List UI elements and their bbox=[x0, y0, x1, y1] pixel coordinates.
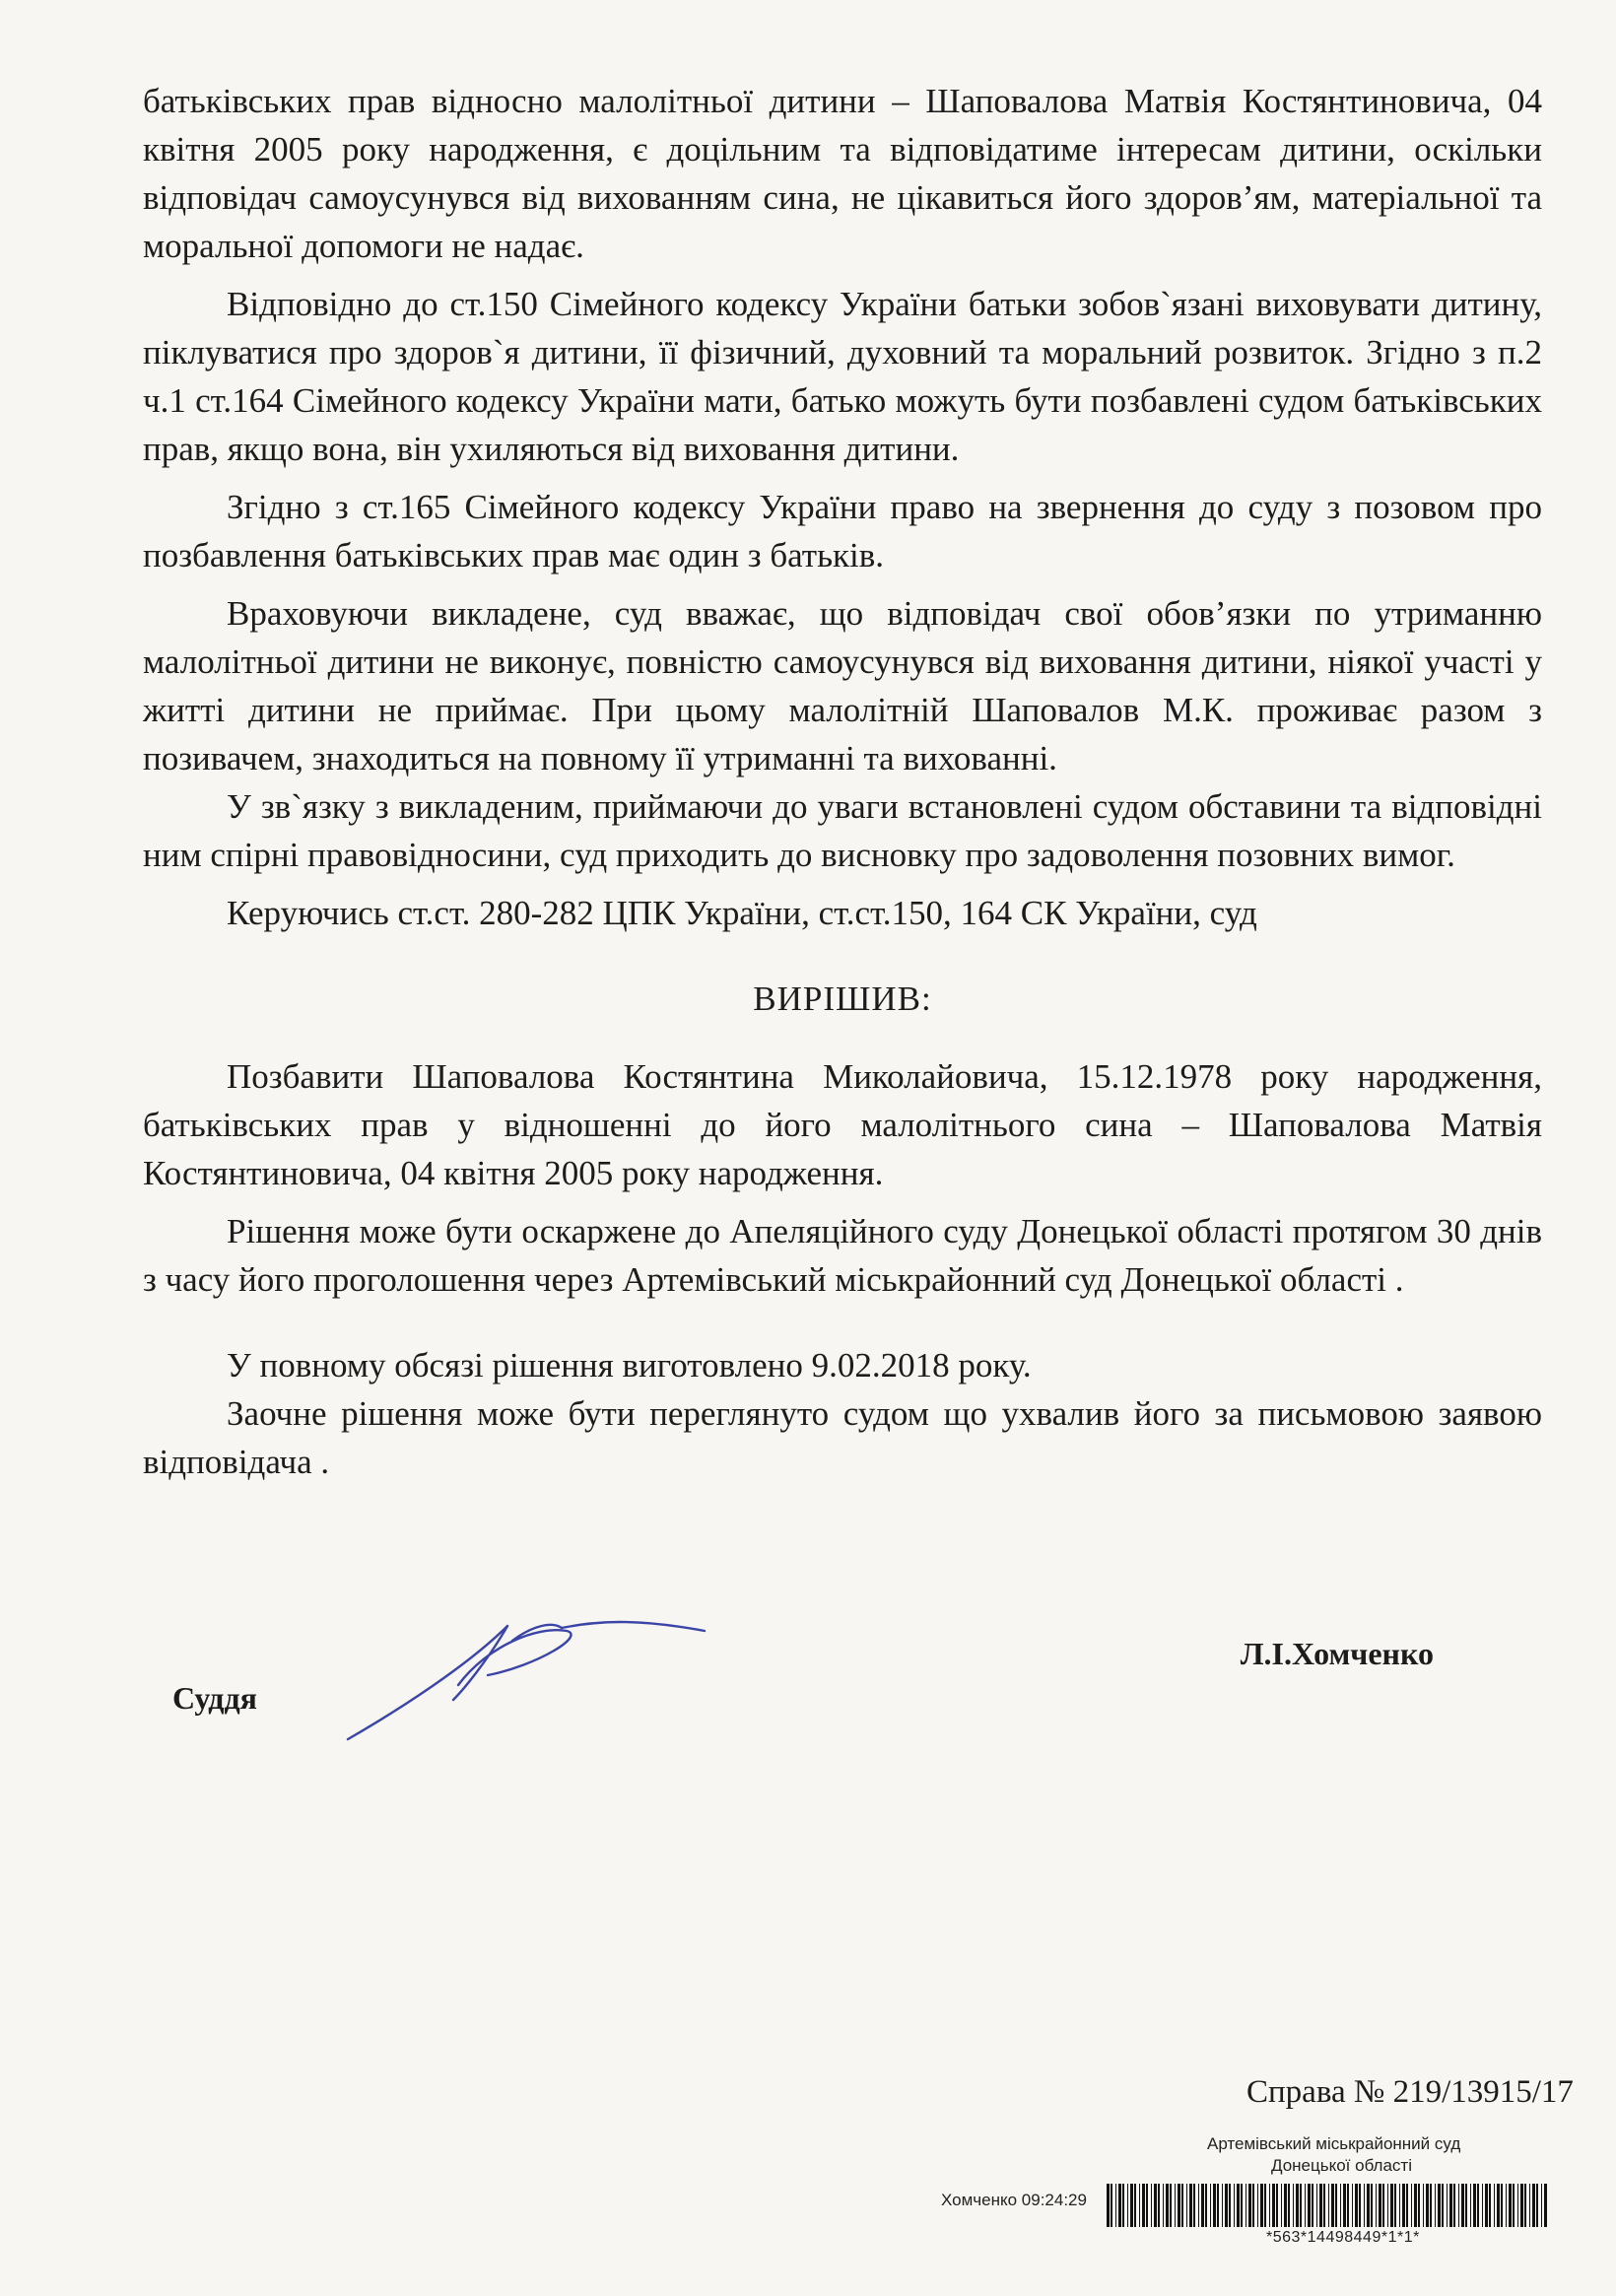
decision-appeal: Рішення може бути оскаржене до Апеляційного суду Донецької області протягом 30 днів з часу його проголошення через Артемівський міськрайонний суд Донецької області . bbox=[143, 1212, 1542, 1299]
barcode-bar bbox=[1319, 2184, 1322, 2227]
barcode-bar bbox=[1217, 2184, 1219, 2227]
barcode-bar bbox=[1482, 2184, 1483, 2227]
barcode-bar bbox=[1343, 2184, 1346, 2227]
barcode-bar bbox=[1115, 2184, 1116, 2227]
barcode-bar bbox=[1158, 2184, 1160, 2227]
paragraph-article-150: Відповідно до ст.150 Сімейного кодексу України батьки зобов`язані виховувати дитину, піклуватися про здоров`я дитини, її фізичний, духовний та моральний розвиток. Згідно з п.2 ч.1 ст.164 Сімейного кодексу України мати, батько можуть бути позбавлені судом батьківських прав, якщо вона, він ухиляються від виховання дитини. bbox=[143, 285, 1542, 468]
barcode-bar bbox=[1509, 2184, 1512, 2227]
barcode-bar bbox=[1170, 2184, 1172, 2227]
barcode-bar bbox=[1272, 2184, 1275, 2227]
barcode-bar bbox=[1347, 2184, 1349, 2227]
stamp-region: Донецької області bbox=[1271, 2156, 1412, 2175]
barcode-bar bbox=[1264, 2184, 1266, 2227]
barcode-bar bbox=[1107, 2184, 1110, 2227]
barcode-bar bbox=[1449, 2184, 1452, 2227]
barcode-bar bbox=[1371, 2184, 1373, 2227]
paragraph-in-connection: У зв`язку з викладеним, приймаючи до уваги встановлені судом обставини та відповідні ним спірні правовідносини, суд приходить до висновку про задоволення позовних вимог. bbox=[143, 787, 1542, 874]
barcode-bar bbox=[1489, 2184, 1491, 2227]
barcode-bar bbox=[1536, 2184, 1538, 2227]
barcode-bar bbox=[1205, 2184, 1207, 2227]
barcode-bar bbox=[1461, 2184, 1464, 2227]
barcode-bar bbox=[1453, 2184, 1455, 2227]
barcode-bar bbox=[1210, 2184, 1211, 2227]
barcode-bar bbox=[1465, 2184, 1467, 2227]
decision-deprive: Позбавити Шаповалова Костянтина Миколайовича, 15.12.1978 року народження, батьківських прав у відношенні до його малолітнього сина – Шаповалова Матвія Костянтиновича, 04 квітня 2005 року народження. bbox=[143, 1057, 1542, 1192]
barcode-bar bbox=[1328, 2184, 1329, 2227]
barcode-bar bbox=[1355, 2184, 1358, 2227]
barcode-bar bbox=[1252, 2184, 1254, 2227]
barcode-bar bbox=[1520, 2184, 1523, 2227]
barcode-bar bbox=[1367, 2184, 1370, 2227]
barcode-bar bbox=[1541, 2184, 1542, 2227]
barcode-bar bbox=[1399, 2184, 1400, 2227]
paragraph-continuation: батьківських прав відносно малолітньої дитини – Шаповалова Матвія Костянтиновича, 04 квітня 2005 року народження, є доцільним та відповідатиме інтересам дитини, оскільки відповідач самоусунувся від вихованням сина, не цікавиться його здоров’ям, матеріальної та моральної допомоги не надає. bbox=[143, 82, 1542, 265]
barcode-bar bbox=[1308, 2184, 1311, 2227]
barcode-bar bbox=[1517, 2184, 1518, 2227]
barcode-bar bbox=[1142, 2184, 1145, 2227]
barcode-bar bbox=[1387, 2184, 1388, 2227]
stamp-court-name: Артемівський міськрайонний суд bbox=[1207, 2134, 1461, 2153]
barcode-bar bbox=[1260, 2184, 1263, 2227]
barcode-bar bbox=[1139, 2184, 1140, 2227]
barcode-bar bbox=[1305, 2184, 1306, 2227]
barcode-bar bbox=[1234, 2184, 1235, 2227]
barcode-bar bbox=[1497, 2184, 1500, 2227]
decision-full-text-date: У повному обсязі рішення виготовлено 9.02.2018 року. bbox=[227, 1346, 1032, 1384]
paragraph-considering: Враховуючи викладене, суд вважає, що відповідач свої обов’язки по утриманню малолітньої дитини не виконує, повністю самоусунувся від виховання дитини, ніякої участі у житті дитини не приймає. При цьому малолітній Шаповалов М.К. проживає разом з позивачем, знаходиться на повному її утриманні та вихованні. bbox=[143, 594, 1542, 777]
decision-review: Заочне рішення може бути переглянуто судом що ухвалив його за письмовою заявою відповідача . bbox=[143, 1394, 1542, 1481]
barcode-bar bbox=[1146, 2184, 1148, 2227]
stamp-barcode-code: *563*14498449*1*1* bbox=[1266, 2229, 1420, 2246]
signature-label: Суддя bbox=[172, 1680, 257, 1716]
barcode-bar bbox=[1524, 2184, 1526, 2227]
barcode-bar bbox=[1229, 2184, 1231, 2227]
barcode-bar bbox=[1435, 2184, 1436, 2227]
barcode-bar bbox=[1134, 2184, 1136, 2227]
barcode-bar bbox=[1442, 2184, 1444, 2227]
barcode-bar bbox=[1130, 2184, 1133, 2227]
barcode-bar bbox=[1175, 2184, 1176, 2227]
case-number: Справа № 219/13915/17 bbox=[1246, 2074, 1574, 2110]
barcode-bar bbox=[1225, 2184, 1228, 2227]
barcode-bar bbox=[1473, 2184, 1476, 2227]
barcode-bar bbox=[1201, 2184, 1204, 2227]
barcode bbox=[1107, 2184, 1550, 2227]
barcode-bar bbox=[1276, 2184, 1278, 2227]
barcode-bar bbox=[1418, 2184, 1420, 2227]
barcode-bar bbox=[1248, 2184, 1251, 2227]
registry-stamp bbox=[941, 2134, 1591, 2262]
barcode-bar bbox=[1198, 2184, 1199, 2227]
barcode-bar bbox=[1241, 2184, 1243, 2227]
barcode-bar bbox=[1323, 2184, 1325, 2227]
barcode-bar bbox=[1193, 2184, 1195, 2227]
document-body bbox=[143, 77, 1542, 1486]
barcode-bar bbox=[1312, 2184, 1313, 2227]
barcode-bar bbox=[1379, 2184, 1381, 2227]
decision-heading: ВИРІШИВ: bbox=[753, 979, 932, 1018]
barcode-bar bbox=[1529, 2184, 1530, 2227]
barcode-bar bbox=[1376, 2184, 1377, 2227]
barcode-bar bbox=[1163, 2184, 1164, 2227]
barcode-bar bbox=[1544, 2184, 1547, 2227]
barcode-bar bbox=[1186, 2184, 1187, 2227]
barcode-bar bbox=[1430, 2184, 1432, 2227]
barcode-bar bbox=[1532, 2184, 1535, 2227]
stamp-user-time: Хомченко 09:24:29 bbox=[941, 2191, 1087, 2209]
paragraph-guided-by: Керуючись ст.ст. 280-282 ЦПК України, ст.ст.150, 164 СК України, суд bbox=[227, 894, 1257, 932]
barcode-bar bbox=[1340, 2184, 1341, 2227]
judge-name: Л.І.Хомченко bbox=[1240, 1636, 1434, 1671]
barcode-bar bbox=[1352, 2184, 1353, 2227]
barcode-bar bbox=[1406, 2184, 1408, 2227]
barcode-bar bbox=[1414, 2184, 1417, 2227]
barcode-bar bbox=[1178, 2184, 1180, 2227]
barcode-bar bbox=[1154, 2184, 1157, 2227]
barcode-bar bbox=[1213, 2184, 1216, 2227]
barcode-bar bbox=[1237, 2184, 1240, 2227]
barcode-bar bbox=[1513, 2184, 1515, 2227]
barcode-bar bbox=[1111, 2184, 1112, 2227]
barcode-bar bbox=[1166, 2184, 1169, 2227]
barcode-bar bbox=[1181, 2184, 1183, 2227]
barcode-bar bbox=[1359, 2184, 1361, 2227]
barcode-bar bbox=[1189, 2184, 1192, 2227]
barcode-bar bbox=[1458, 2184, 1459, 2227]
barcode-bar bbox=[1485, 2184, 1488, 2227]
barcode-bar bbox=[1151, 2184, 1152, 2227]
barcode-bar bbox=[1281, 2184, 1282, 2227]
barcode-bar bbox=[1288, 2184, 1290, 2227]
barcode-bar bbox=[1494, 2184, 1495, 2227]
barcode-bar bbox=[1122, 2184, 1124, 2227]
barcode-bar bbox=[1423, 2184, 1424, 2227]
barcode-bar bbox=[1501, 2184, 1503, 2227]
barcode-bar bbox=[1364, 2184, 1365, 2227]
paragraph-article-165: Згідно з ст.165 Сімейного кодексу України право на звернення до суду з позовом про позбавлення батьківських прав має один з батьків. bbox=[143, 488, 1542, 574]
barcode-bar bbox=[1296, 2184, 1299, 2227]
barcode-bar bbox=[1269, 2184, 1270, 2227]
barcode-bar bbox=[1477, 2184, 1479, 2227]
barcode-bar bbox=[1284, 2184, 1287, 2227]
barcode-bar bbox=[1335, 2184, 1337, 2227]
barcode-bar bbox=[1470, 2184, 1471, 2227]
barcode-bar bbox=[1390, 2184, 1393, 2227]
barcode-bar bbox=[1447, 2184, 1448, 2227]
barcode-bar bbox=[1127, 2184, 1128, 2227]
barcode-bar bbox=[1382, 2184, 1384, 2227]
barcode-bar bbox=[1506, 2184, 1507, 2227]
barcode-bar bbox=[1118, 2184, 1121, 2227]
barcode-bar bbox=[1411, 2184, 1412, 2227]
barcode-bar bbox=[1331, 2184, 1334, 2227]
barcode-bar bbox=[1394, 2184, 1396, 2227]
barcode-bar bbox=[1438, 2184, 1441, 2227]
signature-stroke bbox=[348, 1622, 705, 1739]
barcode-bar bbox=[1257, 2184, 1258, 2227]
barcode-bar bbox=[1293, 2184, 1294, 2227]
barcode-bar bbox=[1222, 2184, 1223, 2227]
barcode-bar bbox=[1316, 2184, 1317, 2227]
barcode-bar bbox=[1426, 2184, 1429, 2227]
handwritten-signature bbox=[340, 1606, 734, 1744]
barcode-bar bbox=[1300, 2184, 1302, 2227]
barcode-bar bbox=[1402, 2184, 1405, 2227]
